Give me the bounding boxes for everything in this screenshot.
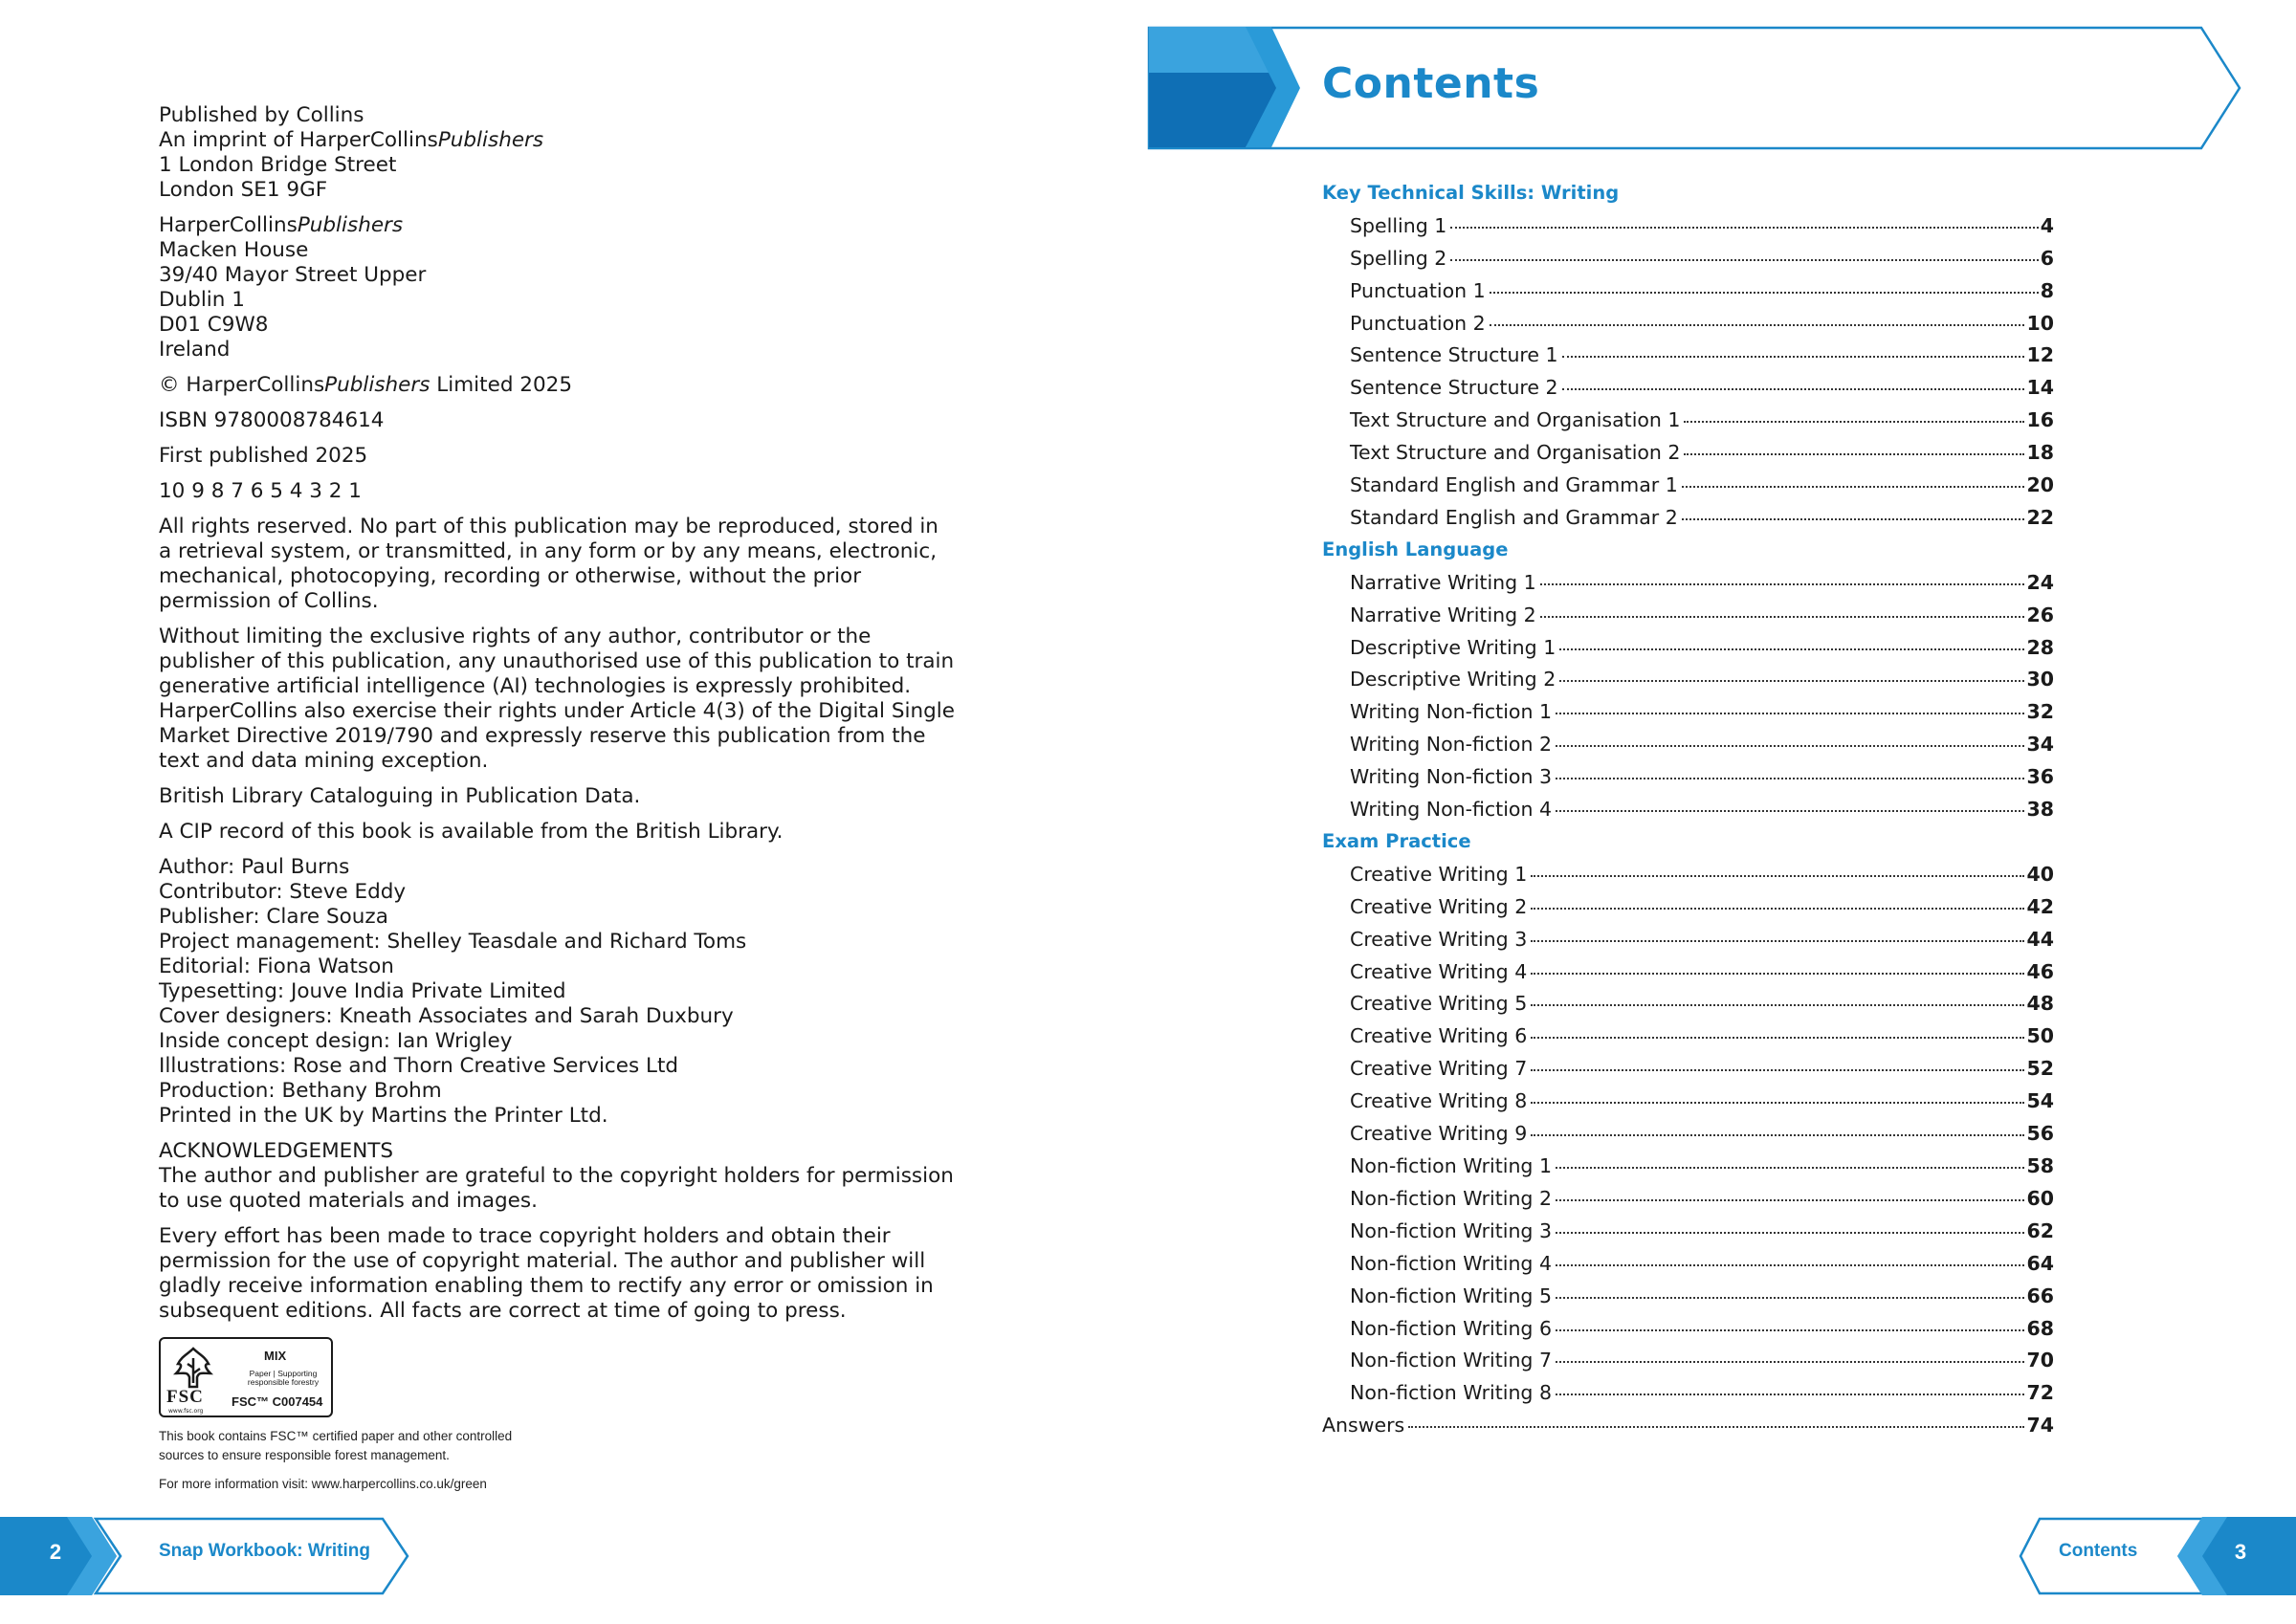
contents-entry-page: 74 [2026,1414,2054,1437]
contents-entry-title: Non-fiction Writing 3 [1350,1219,1553,1242]
contents-entry-title: Creative Writing 8 [1350,1089,1528,1112]
ai-line: Market Directive 2019/790 and expressly reserve this publication from the [159,724,926,748]
print-line: 10 9 8 7 6 5 4 3 2 1 [159,479,362,503]
contents-entry[interactable] [1350,279,2054,308]
rights-line: mechanical, photocopying, recording or otherwise, without the prior [159,564,862,588]
dot-leader [1556,745,2024,747]
fsc-note [159,1427,561,1465]
contents-entry-title: Creative Writing 4 [1350,960,1528,983]
contents-title: Contents [1322,59,1540,108]
contents-entry-title: Punctuation 1 [1350,279,1486,302]
contents-entry-page: 18 [2026,441,2054,464]
publisher-block [159,103,905,203]
contents-entry-page: 14 [2026,376,2054,399]
contents-entry[interactable] [1350,1187,2054,1216]
contents-entry-title: Non-fiction Writing 1 [1350,1154,1553,1177]
contents-entry-page: 52 [2026,1057,2054,1080]
contents-entry-title: Descriptive Writing 1 [1350,636,1556,659]
contents-entry-page: 26 [2026,604,2054,626]
contents-entry-page: 30 [2026,668,2054,691]
contents-entry-page: 6 [2040,247,2054,270]
contents-entry-title: Sentence Structure 1 [1350,343,1558,366]
contents-entry-page: 10 [2026,312,2054,335]
dot-leader [1556,810,2024,812]
dot-leader [1531,940,2024,942]
contents-entry-page: 28 [2026,636,2054,659]
contents-entry[interactable] [1350,312,2054,340]
contents-entry-title: Creative Writing 6 [1350,1024,1528,1047]
contents-entry[interactable] [1350,1024,2054,1053]
credit-line: Contributor: Steve Eddy [159,880,407,904]
dot-leader [1682,518,2025,520]
contents-entry-page: 60 [2026,1187,2054,1210]
cip-line-1: British Library Cataloguing in Publication Data. [159,784,641,808]
publisher-line: London SE1 9GF [159,178,328,202]
contents-entry-page: 36 [2026,765,2054,788]
rights-paragraph [159,515,938,614]
address-line: HarperCollinsPublishers [159,213,404,237]
contents-entry-page: 62 [2026,1219,2054,1242]
credit-line: Inside concept design: Ian Wrigley [159,1029,513,1053]
contents-entry[interactable] [1350,214,2054,243]
contents-entry-title: Creative Writing 9 [1350,1122,1528,1145]
fsc-note-line: This book contains FSC™ certified paper and other controlled [159,1429,513,1443]
contents-entry[interactable] [1350,1154,2054,1183]
dot-leader [1531,973,2024,975]
fsc-badge [159,1337,333,1417]
contents-entry[interactable] [1350,928,2054,956]
dot-leader [1556,1232,2024,1234]
contents-entry-title: Narrative Writing 2 [1350,604,1536,626]
contents-entry-page: 38 [2026,798,2054,821]
dot-leader [1684,421,2024,423]
ai-line: text and data mining exception. [159,749,489,773]
effort-line: gladly receive information enabling them to rectify any error or omission in [159,1274,934,1298]
isbn-line: ISBN 9780008784614 [159,408,385,432]
contents-entry-title: Non-fiction Writing 6 [1350,1317,1553,1340]
contents-entry-title: Standard English and Grammar 1 [1350,473,1678,496]
fsc-tree-icon [168,1345,218,1391]
dot-leader [1531,908,2024,910]
contents-entry[interactable] [1350,604,2054,632]
publisher-line: 1 London Bridge Street [159,153,397,177]
contents-entry[interactable] [1350,1089,2054,1118]
fsc-note-line: sources to ensure responsible forest management. [159,1448,450,1462]
contents-entry-title: Writing Non-fiction 4 [1350,798,1553,821]
contents-entry-title: Sentence Structure 2 [1350,376,1558,399]
fsc-logo [159,1337,333,1417]
contents-entry[interactable] [1350,408,2054,437]
dot-leader [1408,1426,2024,1428]
dot-leader [1531,1134,2024,1136]
contents-entry-page: 46 [2026,960,2054,983]
dot-leader [1556,1264,2024,1266]
left-page-number: 2 [49,1540,62,1564]
contents-entry-title: Punctuation 2 [1350,312,1486,335]
dot-leader [1562,388,2025,390]
dot-leader [1556,1329,2024,1331]
effort-paragraph [159,1224,934,1324]
dot-leader [1562,356,2025,358]
credit-line: Author: Paul Burns [159,855,350,879]
address-line: Ireland [159,338,231,362]
contents-entry-page: 12 [2026,343,2054,366]
contents-entry-title: Descriptive Writing 2 [1350,668,1556,691]
contents-entry-title: Creative Writing 5 [1350,992,1528,1015]
contents-entry[interactable] [1350,1317,2054,1346]
dot-leader [1556,1199,2024,1201]
effort-line: Every effort has been made to trace copyright holders and obtain their [159,1224,891,1248]
dot-leader [1531,1037,2024,1039]
ai-line: HarperCollins also exercise their rights under Article 4(3) of the Digital Single [159,699,955,723]
contents-section-heading: Exam Practice [1322,830,1471,852]
contents-entry-page: 58 [2026,1154,2054,1177]
address-line: Dublin 1 [159,288,245,312]
fsc-logo-url: www.fsc.org [168,1408,204,1415]
rights-line: a retrieval system, or transmitted, in any form or by any means, electronic, [159,539,938,563]
contents-entry[interactable] [1350,1381,2054,1410]
address-block [159,213,905,362]
contents-entry-page: 70 [2026,1349,2054,1372]
contents-entry-page: 42 [2026,895,2054,918]
contents-entry[interactable] [1350,1252,2054,1281]
right-page-number: 3 [2234,1540,2247,1564]
credits-block [159,855,905,1129]
copyright-text: © HarperCollinsPublishers Limited 2025 [159,373,573,397]
contents-entry-title: Non-fiction Writing 4 [1350,1252,1553,1275]
dot-leader [1490,324,2025,326]
contents-entry[interactable] [1350,992,2054,1020]
contents-entry-page: 24 [2026,571,2054,594]
credit-line: Editorial: Fiona Watson [159,955,394,978]
contents-entry[interactable] [1350,506,2054,535]
copyright-line [159,373,905,398]
contents-entry-page: 8 [2040,279,2054,302]
contents-entry-title: Creative Writing 2 [1350,895,1528,918]
contents-entry-title: Creative Writing 1 [1350,863,1528,886]
contents-entry[interactable] [1350,1349,2054,1377]
fsc-logo-text: FSC [166,1387,204,1407]
contents-entry[interactable] [1350,1122,2054,1151]
credit-line: Cover designers: Kneath Associates and Sarah Duxbury [159,1004,734,1028]
dot-leader [1531,1069,2024,1071]
contents-entry-page: 54 [2026,1089,2054,1112]
contents-entry-title: Non-fiction Writing 2 [1350,1187,1553,1210]
dot-leader [1556,1361,2024,1363]
contents-banner [1147,25,2247,151]
fsc-sub-label: Paper | Supporting responsible forestry [247,1369,320,1387]
contents-entry-title: Spelling 2 [1350,247,1447,270]
contents-entry-title: Creative Writing 7 [1350,1057,1528,1080]
first-published-line: First published 2025 [159,444,368,468]
dot-leader [1531,1004,2024,1006]
contents-entry-page: 50 [2026,1024,2054,1047]
contents-entry-page: 16 [2026,408,2054,431]
dot-leader [1450,259,2038,261]
contents-entry[interactable] [1350,798,2054,826]
contents-entry-title: Creative Writing 3 [1350,928,1528,951]
contents-section-heading: Key Technical Skills: Writing [1322,182,1620,204]
contents-entry-title: Non-fiction Writing 5 [1350,1284,1553,1307]
contents-entry-title: Non-fiction Writing 7 [1350,1349,1553,1372]
dot-leader [1682,486,2025,488]
contents-entry-page: 4 [2040,214,2054,237]
dot-leader [1556,1394,2024,1395]
contents-entry[interactable] [1350,571,2054,600]
contents-section-heading: English Language [1322,538,1509,560]
contents-entry-title: Standard English and Grammar 2 [1350,506,1678,529]
acknowledgement-line: The author and publisher are grateful to the copyright holders for permission [159,1164,954,1188]
contents-entry[interactable] [1350,1219,2054,1248]
dot-leader [1540,583,2025,585]
contents-entry[interactable] [1350,376,2054,405]
credit-line: Production: Bethany Brohm [159,1079,442,1103]
dot-leader [1531,875,2024,877]
contents-entry[interactable] [1350,473,2054,502]
contents-entry[interactable] [1350,700,2054,729]
publisher-line: An imprint of HarperCollinsPublishers [159,128,544,152]
contents-entry[interactable] [1350,636,2054,665]
contents-entry[interactable] [1350,895,2054,924]
contents-entry-page: 34 [2026,733,2054,756]
ai-paragraph [159,625,955,774]
rights-line: All rights reserved. No part of this publication may be reproduced, stored in [159,515,938,538]
contents-entry-title: Text Structure and Organisation 1 [1350,408,1681,431]
fsc-more-info: For more information visit: www.harpercollins.co.uk/green [159,1477,487,1491]
contents-entry[interactable] [1322,1414,2054,1442]
effort-line: permission for the use of copyright material. The author and publisher will [159,1249,926,1273]
effort-line: subsequent editions. All facts are correct at time of going to press. [159,1299,847,1323]
contents-entry[interactable] [1350,733,2054,761]
contents-entry-page: 20 [2026,473,2054,496]
credit-line: Typesetting: Jouve India Private Limited [159,979,566,1003]
dot-leader [1556,713,2024,714]
acknowledgements-block [159,1139,954,1214]
dot-leader [1556,1297,2024,1299]
contents-entry-page: 68 [2026,1317,2054,1340]
contents-entry-page: 22 [2026,506,2054,529]
ai-line: generative artificial intelligence (AI) technologies is expressly prohibited. [159,674,912,698]
dot-leader [1450,227,2038,229]
dot-leader [1531,1102,2024,1104]
dot-leader [1540,616,2025,618]
right-footer-label: Contents [2059,1541,2138,1561]
contents-entry-page: 64 [2026,1252,2054,1275]
dot-leader [1556,1167,2024,1169]
contents-entry[interactable] [1350,247,2054,275]
contents-entry[interactable] [1350,668,2054,696]
cip-line-2: A CIP record of this book is available from the British Library. [159,820,784,844]
contents-entry-page: 72 [2026,1381,2054,1404]
address-line: Macken House [159,238,309,262]
contents-entry-title: Spelling 1 [1350,214,1447,237]
ai-line: publisher of this publication, any unauthorised use of this publication to train [159,649,955,673]
dot-leader [1490,292,2039,294]
credit-line: Publisher: Clare Souza [159,905,388,929]
fsc-code: FSC™ C007454 [232,1394,323,1409]
contents-entry-title: Writing Non-fiction 2 [1350,733,1553,756]
contents-entry[interactable] [1350,441,2054,470]
dot-leader [1556,778,2024,779]
contents-entry-title: Writing Non-fiction 3 [1350,765,1553,788]
contents-entry-page: 32 [2026,700,2054,723]
credit-line: Illustrations: Rose and Thorn Creative Services Ltd [159,1054,679,1078]
acknowledgement-line: to use quoted materials and images. [159,1189,538,1213]
publisher-line: Published by Collins [159,103,364,127]
left-footer-label: Snap Workbook: Writing [159,1541,370,1561]
contents-entry-page: 44 [2026,928,2054,951]
dot-leader [1559,680,2024,682]
credit-line: Project management: Shelley Teasdale and Richard Toms [159,930,747,954]
contents-entry-title: Non-fiction Writing 8 [1350,1381,1553,1404]
address-line: D01 C9W8 [159,313,269,337]
contents-entry-page: 56 [2026,1122,2054,1145]
contents-entry-page: 40 [2026,863,2054,886]
contents-entry-page: 66 [2026,1284,2054,1307]
rights-line: permission of Collins. [159,589,379,613]
credit-line: Printed in the UK by Martins the Printer Ltd. [159,1104,608,1128]
contents-entry[interactable] [1350,1057,2054,1086]
contents-entry[interactable] [1350,863,2054,891]
imprint-page [159,103,955,1334]
contents-entry[interactable] [1350,960,2054,989]
contents-entry[interactable] [1350,343,2054,372]
contents-entry[interactable] [1350,765,2054,794]
contents-entry-title: Answers [1322,1414,1405,1437]
acknowledgements-heading: ACKNOWLEDGEMENTS [159,1139,394,1163]
dot-leader [1684,453,2024,455]
contents-entry-title: Narrative Writing 1 [1350,571,1536,594]
ai-line: Without limiting the exclusive rights of any author, contributor or the [159,625,872,648]
contents-entry-title: Text Structure and Organisation 2 [1350,441,1681,464]
address-line: 39/40 Mayor Street Upper [159,263,427,287]
dot-leader [1559,648,2024,650]
contents-entry-title: Writing Non-fiction 1 [1350,700,1553,723]
fsc-mix-label: MIX [264,1349,287,1363]
contents-entry[interactable] [1350,1284,2054,1313]
contents-entry-page: 48 [2026,992,2054,1015]
